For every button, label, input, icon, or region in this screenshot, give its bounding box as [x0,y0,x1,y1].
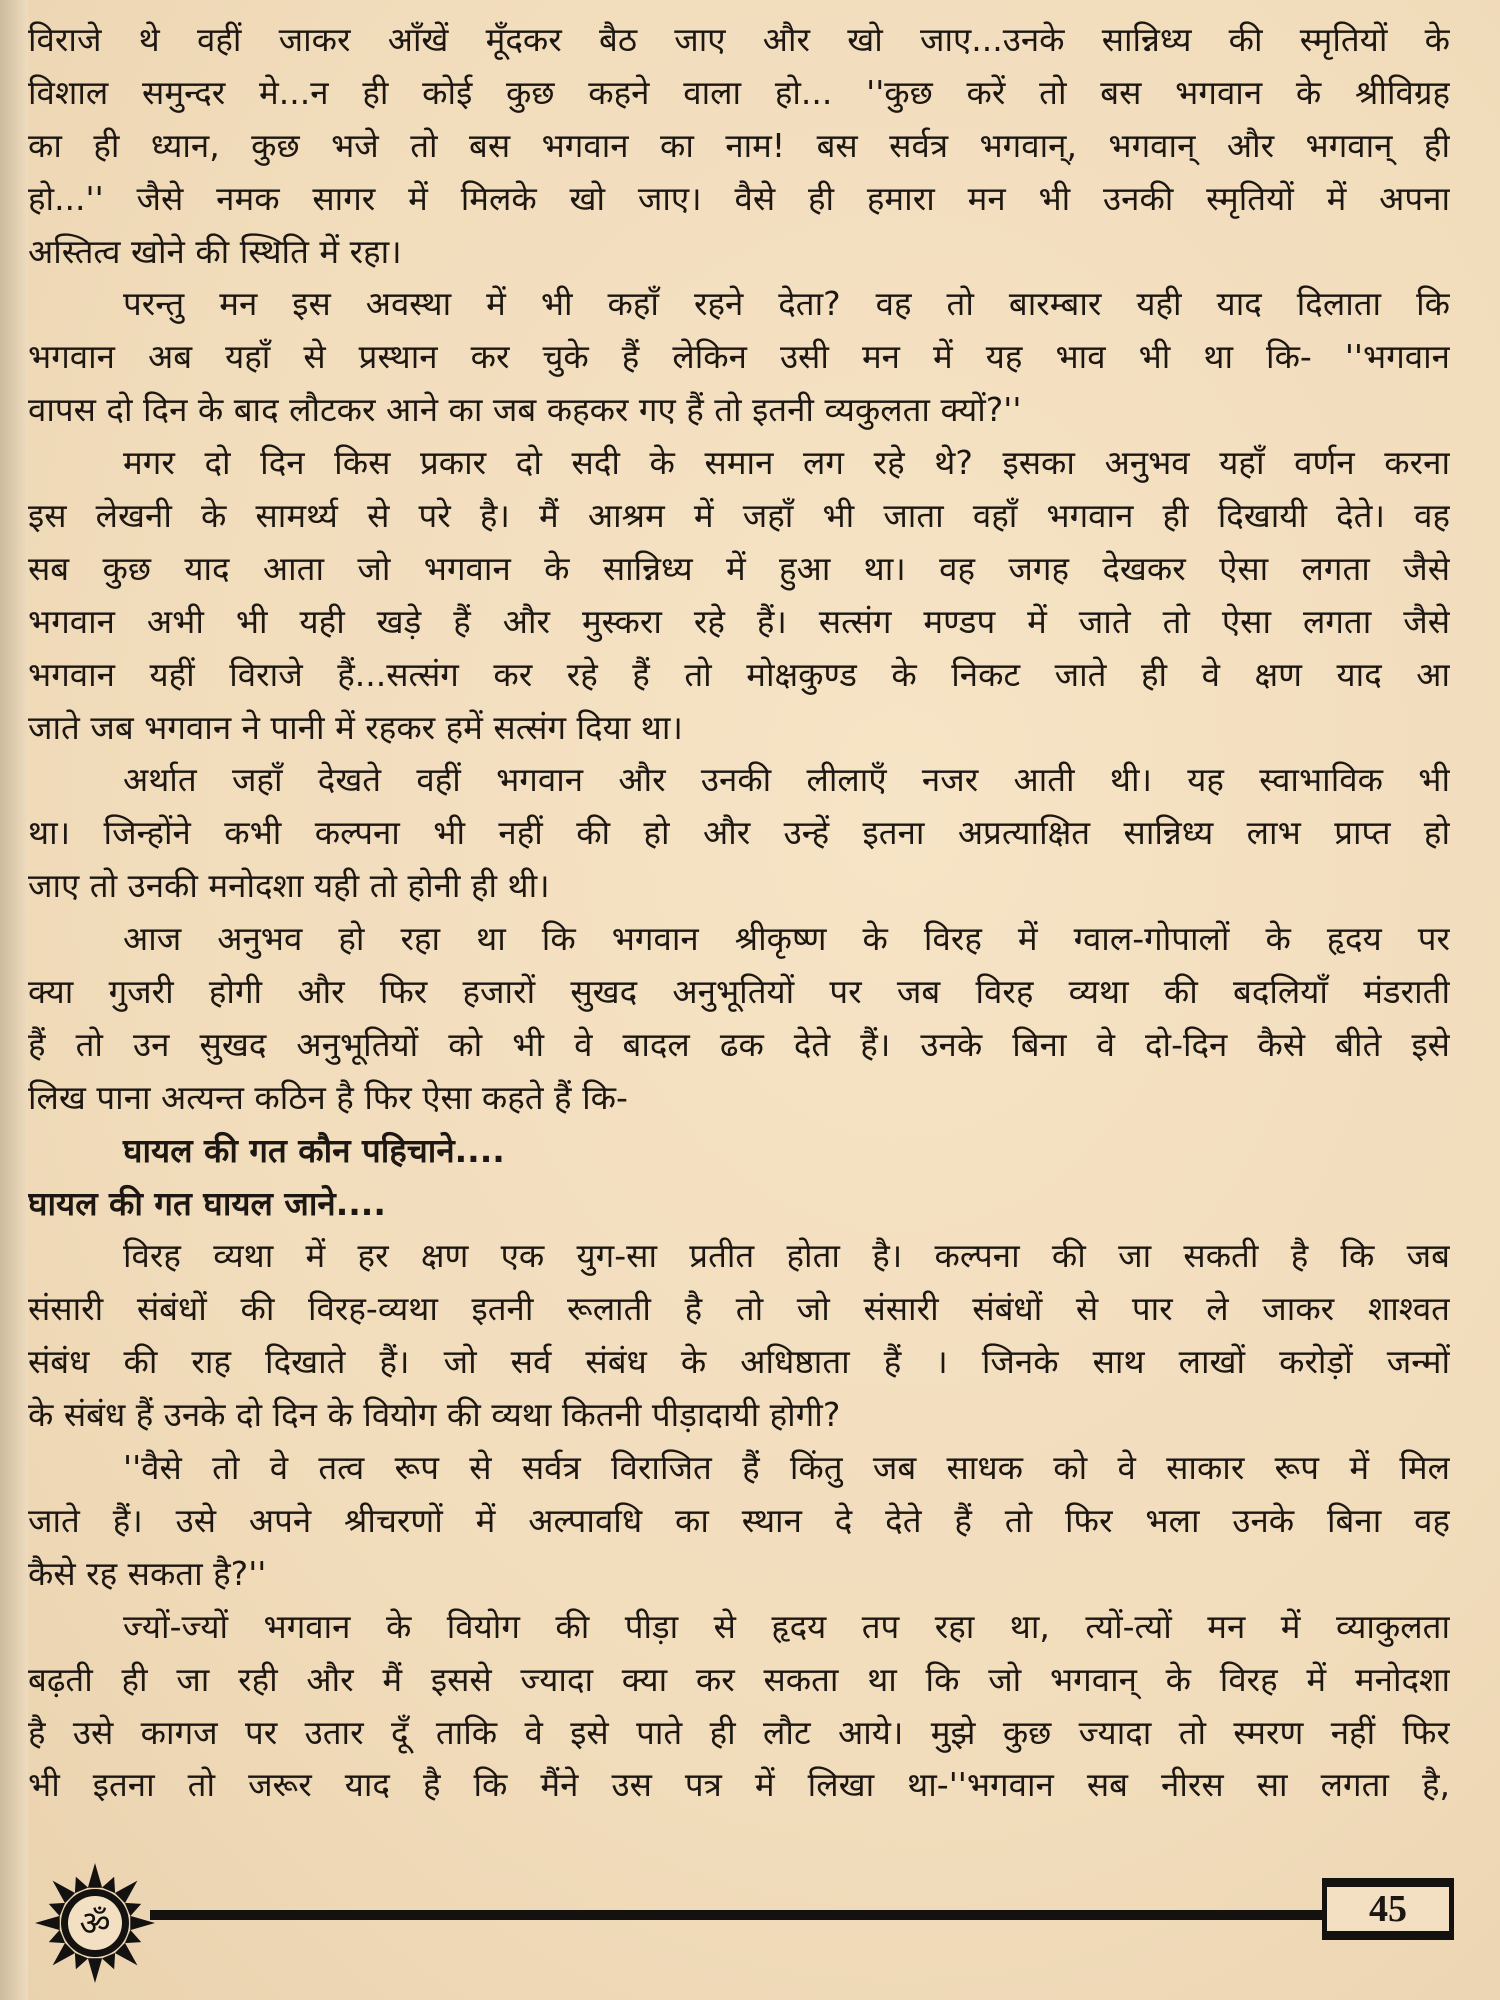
text-line: भगवान अब यहाँ से प्रस्थान कर चुके हैं लेकिन उसी मन में यह भाव भी था कि- ''भगवान [28,337,1450,377]
text-line: भी इतना तो जरूर याद है कि मैंने उस पत्र में लिखा था-''भगवान सब नीरस सा लगता है, [28,1765,1450,1805]
text-line: विशाल समुन्दर मे...न ही कोई कुछ कहने वाला हो... ''कुछ करें तो बस भगवान के श्रीविग्रह [28,72,1450,112]
text-line: के संबंध हैं उनके दो दिन के वियोग की व्यथा कितनी पीड़ादायी होगी? [28,1395,841,1435]
text-line: भगवान अभी भी यही खड़े हैं और मुस्करा रहे हैं। सत्संग मण्डप में जाते तो ऐसा लगता जैसे [28,601,1450,641]
text-line: संसारी संबंधों की विरह-व्यथा इतनी रूलाती है तो जो संसारी संबंधों से पार ले जाकर शाश्वत [28,1289,1450,1329]
text-line: आज अनुभव हो रहा था कि भगवान श्रीकृष्ण के विरह में ग्वाल-गोपालों के हृदय पर [123,919,1450,959]
text-line: भगवान यहीं विराजे हैं...सत्संग कर रहे हैं तो मोक्षकुण्ड के निकट जाते ही वे क्षण याद आ [28,654,1450,694]
text-line: लिख पाना अत्यन्त कठिन है फिर ऐसा कहते हैं कि- [28,1077,628,1117]
text-line: था। जिन्होंने कभी कल्पना भी नहीं की हो और उन्हें इतना अप्रत्याक्षित सान्निध्य लाभ प्राप्त हो [28,813,1450,853]
paragraph [28,14,1450,278]
verse-couplet [28,1125,1450,1231]
text-line: ''वैसे तो वे तत्व रूप से सर्वत्र विराजित हैं किंतु जब साधक को वे साकार रूप में मिल [123,1448,1450,1488]
paragraph [28,913,1450,1125]
text-line: जाए तो उनकी मनोदशा यही तो होनी ही थी। [28,866,550,906]
text-line: जाते जब भगवान ने पानी में रहकर हमें सत्संग दिया था। [28,707,683,747]
paragraph [28,1601,1450,1813]
paragraph [28,754,1450,913]
text-line: क्या गुजरी होगी और फिर हजारों सुखद अनुभूतियों पर जब विरह व्यथा की बदलियाँ मंडराती [28,972,1450,1012]
text-line: कैसे रह सकता है?'' [28,1553,267,1593]
om-sun-emblem-icon [30,1863,160,1983]
text-line: परन्तु मन इस अवस्था में भी कहाँ रहने देता? वह तो बारम्बार यही याद दिलाता कि [123,284,1450,324]
sun-ray [35,1916,60,1930]
verse-line: घायल की गत कौन पहिचाने.... [123,1130,505,1170]
page-number: 45 [1322,1878,1454,1940]
footer-rule [150,1910,1325,1920]
paragraph [28,278,1450,437]
text-line: अस्तित्व खोने की स्थिति में रहा। [28,231,402,271]
page-body-text [28,14,1450,1812]
text-line: इस लेखनी के सामर्थ्य से परे है। मैं आश्रम में जहाँ भी जाता वहाँ भगवान ही दिखायी देते। वह [28,496,1450,536]
text-line: बढ़ती ही जा रही और मैं इससे ज्यादा क्या कर सकता था कि जो भगवान् के विरह में मनोदशा [28,1659,1450,1699]
paragraph [28,1442,1450,1601]
text-line: मगर दो दिन किस प्रकार दो सदी के समान लग रहे थे? इसका अनुभव यहाँ वर्णन करना [123,443,1450,483]
sun-ray [88,1863,102,1888]
text-line: संबंध की राह दिखाते हैं। जो सर्व संबंध के अधिष्ठाता हैं । जिनके साथ लाखों करोड़ों जन्मों [28,1342,1450,1382]
text-line: विराजे थे वहीं जाकर आँखें मूँदकर बैठ जाए और खो जाए...उनके सान्निध्य की स्मृतियों के [28,20,1450,59]
text-line: ज्यों-ज्यों भगवान के वियोग की पीड़ा से हृदय तप रहा था, त्यों-त्यों मन में व्याकुलता [123,1606,1450,1646]
text-line: का ही ध्यान, कुछ भजे तो बस भगवान का नाम! बस सर्वत्र भगवान्, भगवान् और भगवान् ही [28,125,1450,165]
page-gutter-shadow [0,0,28,2000]
text-line: जाते हैं। उसे अपने श्रीचरणों में अल्पावधि का स्थान दे देते हैं तो फिर भला उनके बिना वह [28,1500,1450,1540]
sun-ray [88,1958,102,1983]
paragraph [28,1230,1450,1442]
text-line: अर्थात जहाँ देखते वहीं भगवान और उनकी लीलाएँ नजर आती थी। यह स्वाभाविक भी [123,760,1450,800]
text-line: विरह व्यथा में हर क्षण एक युग-सा प्रतीत होता है। कल्पना की जा सकती है कि जब [123,1236,1450,1276]
text-line: वापस दो दिन के बाद लौटकर आने का जब कहकर गए हैं तो इतनी व्यकुलता क्यों?'' [28,390,1022,430]
text-line: हो...'' जैसे नमक सागर में मिलके खो जाए। वैसे ही हमारा मन भी उनकी स्मृतियों में अपना [28,178,1450,218]
verse-line: घायल की गत घायल जाने.... [28,1183,386,1223]
paragraph [28,437,1450,754]
text-line: हैं तो उन सुखद अनुभूतियों को भी वे बादल ढक देते हैं। उनके बिना वे दो-दिन कैसे बीते इसे [28,1024,1450,1064]
text-line: सब कुछ याद आता जो भगवान के सान्निध्य में हुआ था। वह जगह देखकर ऐसा लगता जैसे [28,548,1450,588]
text-line: है उसे कागज पर उतार दूँ ताकि वे इसे पाते ही लौट आये। मुझे कुछ ज्यादा तो स्मरण नहीं फिर [28,1712,1450,1752]
om-symbol: ॐ [79,1904,111,1944]
